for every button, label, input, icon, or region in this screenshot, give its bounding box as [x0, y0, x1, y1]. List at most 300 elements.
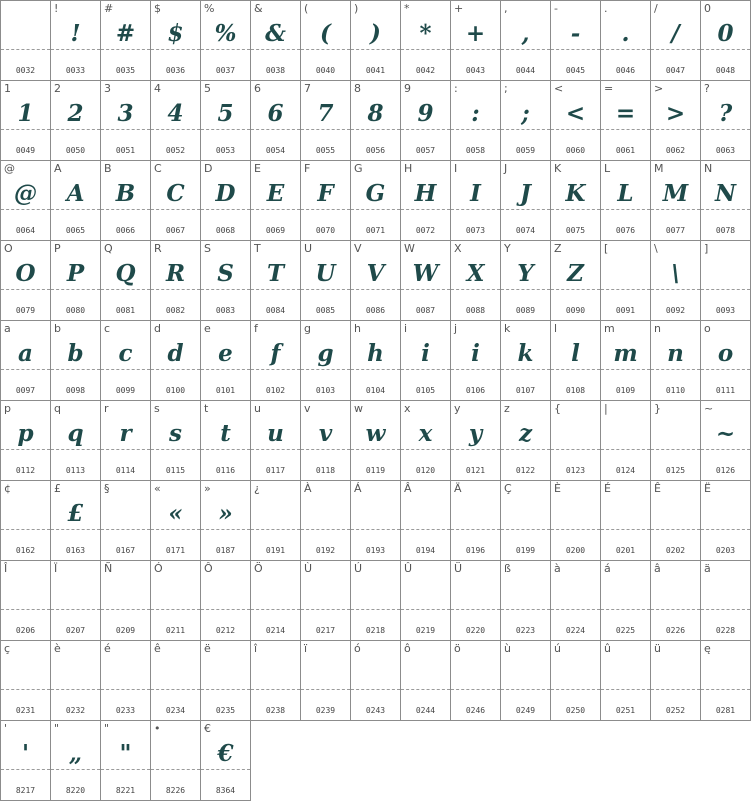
glyph-sample: £ — [67, 500, 84, 527]
character-label: ] — [704, 242, 709, 255]
glyph-cell — [0, 720, 51, 801]
character-label: î — [254, 642, 258, 655]
baseline-guide — [601, 129, 650, 130]
baseline-guide — [701, 689, 750, 690]
character-label: # — [104, 2, 114, 15]
character-label: F — [304, 162, 311, 175]
character-code: 0209 — [115, 626, 136, 635]
character-code: 0244 — [415, 706, 436, 715]
baseline-guide — [251, 689, 300, 690]
baseline-guide — [701, 609, 750, 610]
character-code: 0220 — [465, 626, 486, 635]
character-code: 0035 — [115, 66, 136, 75]
glyph-cell — [500, 560, 551, 641]
character-code: 0217 — [315, 626, 336, 635]
character-code: 0187 — [215, 546, 236, 555]
glyph-cell — [350, 160, 401, 241]
character-label: À — [304, 482, 312, 495]
glyph-sample: 0 — [717, 20, 734, 47]
character-label: â — [654, 562, 661, 575]
glyph-cell — [300, 80, 351, 161]
glyph-cell — [400, 80, 451, 161]
character-label: L — [604, 162, 611, 175]
glyph-sample: L — [617, 180, 634, 207]
baseline-guide — [51, 369, 100, 370]
glyph-sample: 6 — [267, 100, 284, 127]
character-label: U — [304, 242, 313, 255]
baseline-guide — [201, 609, 250, 610]
baseline-guide — [501, 449, 550, 450]
character-code: 0056 — [365, 146, 386, 155]
character-label: j — [454, 322, 458, 335]
character-label: « — [154, 482, 161, 495]
glyph-sample: $ — [167, 20, 184, 47]
baseline-guide — [101, 609, 150, 610]
glyph-cell — [350, 80, 401, 161]
glyph-sample: B — [115, 180, 136, 207]
baseline-guide — [51, 449, 100, 450]
glyph-cell — [450, 320, 501, 401]
glyph-cell — [400, 480, 451, 561]
character-code: 0080 — [65, 306, 86, 315]
baseline-guide — [151, 689, 200, 690]
baseline-guide — [51, 209, 100, 210]
baseline-guide — [201, 129, 250, 130]
glyph-cell — [300, 640, 351, 721]
glyph-cell — [0, 0, 51, 81]
glyph-cell — [400, 400, 451, 481]
baseline-guide — [201, 369, 250, 370]
character-code: 0119 — [365, 466, 386, 475]
baseline-guide — [651, 529, 700, 530]
character-code: 0238 — [265, 706, 286, 715]
glyph-cell — [350, 240, 401, 321]
baseline-guide — [251, 369, 300, 370]
character-label: m — [604, 322, 615, 335]
glyph-cell — [350, 400, 401, 481]
glyph-sample: , — [521, 20, 530, 47]
glyph-cell — [550, 160, 601, 241]
baseline-guide — [1, 209, 50, 210]
glyph-cell — [200, 400, 251, 481]
glyph-cell — [200, 240, 251, 321]
character-code: 0070 — [315, 226, 336, 235]
baseline-guide — [401, 529, 450, 530]
baseline-guide — [1, 49, 50, 50]
character-code: 0073 — [465, 226, 486, 235]
glyph-cell — [350, 0, 401, 81]
baseline-guide — [51, 49, 100, 50]
glyph-cell — [150, 160, 201, 241]
glyph-sample: < — [565, 100, 586, 127]
glyph-cell — [450, 160, 501, 241]
character-label: ¿ — [254, 482, 260, 495]
glyph-cell — [450, 560, 501, 641]
character-label: f — [254, 322, 258, 335]
glyph-sample: M — [662, 180, 689, 207]
glyph-sample: 3 — [117, 100, 134, 127]
character-label: C — [154, 162, 162, 175]
glyph-cell — [650, 640, 701, 721]
glyph-cell — [650, 320, 701, 401]
character-label: Ù — [304, 562, 313, 575]
glyph-cell — [100, 320, 151, 401]
glyph-sample: T — [266, 260, 285, 287]
character-label: Ç — [504, 482, 512, 495]
character-code: 0122 — [515, 466, 536, 475]
character-label: ! — [54, 2, 59, 15]
character-code: 0045 — [565, 66, 586, 75]
baseline-guide — [251, 209, 300, 210]
character-code: 0052 — [165, 146, 186, 155]
character-label: E — [254, 162, 261, 175]
baseline-guide — [201, 529, 250, 530]
glyph-cell — [100, 80, 151, 161]
glyph-cell — [200, 160, 251, 241]
character-label: G — [354, 162, 363, 175]
baseline-guide — [401, 609, 450, 610]
baseline-guide — [601, 209, 650, 210]
baseline-guide — [201, 289, 250, 290]
character-code: 0232 — [65, 706, 86, 715]
character-code: 0046 — [615, 66, 636, 75]
glyph-cell — [150, 720, 201, 801]
character-label: [ — [604, 242, 609, 255]
baseline-guide — [451, 289, 500, 290]
character-code: 0115 — [165, 466, 186, 475]
character-label: 9 — [404, 82, 411, 95]
character-label: . — [604, 2, 608, 15]
glyph-sample: K — [565, 180, 586, 207]
character-code: 0053 — [215, 146, 236, 155]
character-label: ę — [704, 642, 711, 655]
baseline-guide — [301, 449, 350, 450]
glyph-cell — [250, 0, 301, 81]
glyph-sample: p — [17, 420, 34, 447]
glyph-sample: 4 — [167, 100, 184, 127]
glyph-cell — [700, 400, 751, 481]
glyph-sample: l — [571, 340, 580, 367]
baseline-guide — [1, 529, 50, 530]
glyph-cell — [200, 640, 251, 721]
character-code: 0191 — [265, 546, 286, 555]
baseline-guide — [551, 609, 600, 610]
character-label: Ô — [204, 562, 213, 575]
glyph-sample: / — [671, 20, 680, 47]
glyph-sample: > — [665, 100, 686, 127]
glyph-sample: t — [220, 420, 231, 447]
character-label: 5 — [204, 82, 211, 95]
baseline-guide — [351, 49, 400, 50]
glyph-cell — [250, 640, 301, 721]
baseline-guide — [351, 289, 400, 290]
glyph-cell — [50, 640, 101, 721]
baseline-guide — [351, 529, 400, 530]
character-label: I — [454, 162, 458, 175]
glyph-cell — [50, 0, 101, 81]
character-code: 0109 — [615, 386, 636, 395]
character-label: ¢ — [4, 482, 11, 495]
glyph-cell — [200, 560, 251, 641]
character-label: % — [204, 2, 215, 15]
glyph-cell — [700, 80, 751, 161]
glyph-cell — [600, 480, 651, 561]
baseline-guide — [51, 769, 100, 770]
character-label: w — [354, 402, 363, 415]
glyph-sample: : — [471, 100, 480, 127]
baseline-guide — [1, 449, 50, 450]
glyph-sample: y — [468, 420, 483, 447]
glyph-cell — [450, 480, 501, 561]
baseline-guide — [101, 129, 150, 130]
character-code: 0042 — [415, 66, 436, 75]
glyph-cell — [100, 0, 151, 81]
glyph-cell — [350, 560, 401, 641]
baseline-guide — [501, 689, 550, 690]
character-label: X — [454, 242, 462, 255]
glyph-cell — [450, 0, 501, 81]
character-label: è — [54, 642, 61, 655]
character-code: 0233 — [115, 706, 136, 715]
baseline-guide — [101, 49, 150, 50]
baseline-guide — [51, 689, 100, 690]
character-code: 0203 — [715, 546, 736, 555]
glyph-cell — [100, 560, 151, 641]
character-code: 0116 — [215, 466, 236, 475]
baseline-guide — [401, 689, 450, 690]
character-code: 0077 — [665, 226, 686, 235]
character-label: ( — [304, 2, 309, 15]
glyph-cell — [100, 400, 151, 481]
glyph-sample: i — [471, 340, 480, 367]
baseline-guide — [701, 449, 750, 450]
glyph-cell — [50, 720, 101, 801]
character-label: p — [4, 402, 11, 415]
glyph-cell — [700, 160, 751, 241]
glyph-cell — [300, 480, 351, 561]
character-label: ö — [454, 642, 461, 655]
character-code: 0072 — [415, 226, 436, 235]
glyph-sample: a — [18, 340, 33, 367]
baseline-guide — [701, 129, 750, 130]
character-code: 0231 — [15, 706, 36, 715]
character-label: " — [54, 722, 60, 735]
character-code: 0223 — [515, 626, 536, 635]
character-label: Ä — [454, 482, 462, 495]
glyph-sample: E — [266, 180, 285, 207]
glyph-cell — [50, 160, 101, 241]
character-code: 0110 — [665, 386, 686, 395]
glyph-cell — [0, 560, 51, 641]
baseline-guide — [151, 449, 200, 450]
character-label: 7 — [304, 82, 311, 95]
character-code: 0196 — [465, 546, 486, 555]
glyph-sample: u — [267, 420, 284, 447]
character-label: * — [404, 2, 410, 15]
baseline-guide — [51, 129, 100, 130]
glyph-cell — [150, 320, 201, 401]
glyph-sample: c — [118, 340, 133, 367]
glyph-cell — [700, 640, 751, 721]
glyph-cell — [500, 240, 551, 321]
baseline-guide — [551, 529, 600, 530]
glyph-cell — [550, 560, 601, 641]
character-code: 0207 — [65, 626, 86, 635]
glyph-sample: i — [421, 340, 430, 367]
glyph-cell — [500, 320, 551, 401]
baseline-guide — [101, 209, 150, 210]
glyph-cell — [350, 320, 401, 401]
character-code: 0192 — [315, 546, 336, 555]
character-label: 2 — [54, 82, 61, 95]
glyph-sample: „ — [68, 740, 83, 767]
character-label: Á — [354, 482, 362, 495]
baseline-guide — [101, 449, 150, 450]
baseline-guide — [201, 209, 250, 210]
character-code: 0102 — [265, 386, 286, 395]
baseline-guide — [251, 129, 300, 130]
character-label: ë — [204, 642, 211, 655]
character-label: Û — [404, 562, 413, 575]
baseline-guide — [401, 49, 450, 50]
glyph-cell — [700, 320, 751, 401]
glyph-sample: F — [317, 180, 334, 207]
glyph-cell — [0, 400, 51, 481]
character-code: 0058 — [465, 146, 486, 155]
glyph-cell — [100, 720, 151, 801]
baseline-guide — [601, 449, 650, 450]
glyph-sample: X — [466, 260, 485, 287]
glyph-sample: x — [418, 420, 433, 447]
character-label: , — [504, 2, 508, 15]
glyph-sample: d — [167, 340, 184, 367]
baseline-guide — [701, 289, 750, 290]
glyph-cell — [250, 480, 301, 561]
glyph-cell — [200, 720, 251, 801]
character-code: 0062 — [665, 146, 686, 155]
character-code: 0057 — [415, 146, 436, 155]
glyph-sample: Q — [115, 260, 136, 287]
baseline-guide — [201, 49, 250, 50]
character-code: 0068 — [215, 226, 236, 235]
character-code: 0171 — [165, 546, 186, 555]
glyph-cell — [100, 480, 151, 561]
character-label: b — [54, 322, 61, 335]
glyph-cell — [500, 80, 551, 161]
character-code: 0226 — [665, 626, 686, 635]
glyph-sample: « — [168, 500, 183, 527]
character-code: 0112 — [15, 466, 36, 475]
glyph-cell — [550, 320, 601, 401]
baseline-guide — [101, 369, 150, 370]
character-code: 0055 — [315, 146, 336, 155]
character-label: x — [404, 402, 411, 415]
glyph-cell — [700, 560, 751, 641]
character-label: € — [204, 722, 211, 735]
baseline-guide — [201, 769, 250, 770]
glyph-cell — [150, 560, 201, 641]
character-label: ú — [554, 642, 561, 655]
character-label: 6 — [254, 82, 261, 95]
character-code: 0075 — [565, 226, 586, 235]
character-label: c — [104, 322, 111, 335]
character-label: Y — [504, 242, 511, 255]
glyph-sample: U — [315, 260, 336, 287]
baseline-guide — [651, 129, 700, 130]
glyph-sample: w — [365, 420, 386, 447]
baseline-guide — [151, 129, 200, 130]
baseline-guide — [651, 609, 700, 610]
character-code: 0043 — [465, 66, 486, 75]
glyph-cell — [300, 240, 351, 321]
glyph-cell — [350, 480, 401, 561]
character-code: 0084 — [265, 306, 286, 315]
glyph-cell — [300, 320, 351, 401]
character-code: 0225 — [615, 626, 636, 635]
character-code: 0051 — [115, 146, 136, 155]
character-code: 0163 — [65, 546, 86, 555]
baseline-guide — [201, 449, 250, 450]
character-code: 0040 — [315, 66, 336, 75]
glyph-sample: D — [215, 180, 236, 207]
character-code: 0108 — [565, 386, 586, 395]
glyph-cell — [300, 560, 351, 641]
baseline-guide — [251, 289, 300, 290]
character-code: 0206 — [15, 626, 36, 635]
baseline-guide — [401, 129, 450, 130]
character-code: 0120 — [415, 466, 436, 475]
baseline-guide — [651, 689, 700, 690]
character-code: 0071 — [365, 226, 386, 235]
character-label: » — [204, 482, 211, 495]
character-code: 0246 — [465, 706, 486, 715]
character-code: 0228 — [715, 626, 736, 635]
character-code: 8226 — [165, 786, 186, 795]
character-code: 0076 — [615, 226, 636, 235]
character-label: È — [554, 482, 561, 495]
character-label: < — [554, 82, 564, 95]
character-code: 0194 — [415, 546, 436, 555]
character-label: D — [204, 162, 213, 175]
glyph-cell — [600, 640, 651, 721]
character-code: 0114 — [115, 466, 136, 475]
character-code: 0121 — [465, 466, 486, 475]
character-code: 0083 — [215, 306, 236, 315]
baseline-guide — [351, 129, 400, 130]
character-code: 0048 — [715, 66, 736, 75]
character-code: 0087 — [415, 306, 436, 315]
character-code: 0037 — [215, 66, 236, 75]
character-code: 0200 — [565, 546, 586, 555]
baseline-guide — [301, 529, 350, 530]
character-label: Ê — [654, 482, 661, 495]
character-code: 0032 — [15, 66, 36, 75]
glyph-cell — [50, 240, 101, 321]
character-label: t — [204, 402, 209, 415]
glyph-sample: e — [218, 340, 233, 367]
glyph-sample: J — [520, 180, 531, 207]
character-label: u — [254, 402, 261, 415]
glyph-sample: h — [367, 340, 384, 367]
glyph-sample: 8 — [367, 100, 384, 127]
baseline-guide — [101, 289, 150, 290]
glyph-cell — [400, 640, 451, 721]
glyph-sample: ) — [370, 20, 381, 47]
baseline-guide — [701, 209, 750, 210]
character-code: 0118 — [315, 466, 336, 475]
baseline-guide — [501, 209, 550, 210]
glyph-cell — [500, 640, 551, 721]
